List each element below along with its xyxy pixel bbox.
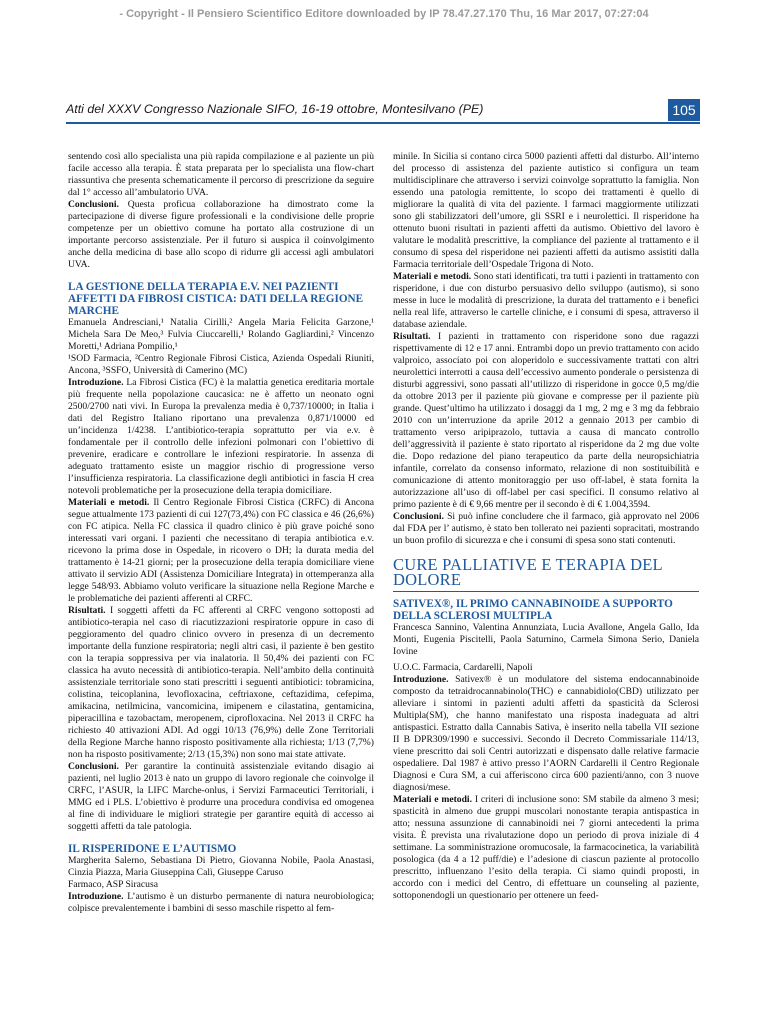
body-text: Questa proficua collaborazione ha dimostrato come la partecipazione di diverse figure professionali e la condivisione delle proprie competenze per un obiettivo comune ha portato alla costruzione di un importante percorso assistenziale. Per il futuro si auspica il coinvolgimento anche della medicina di base allo scopo di ridurre gli accessi agli ambulatori UVA. <box>68 199 374 270</box>
section-label: Conclusioni. <box>68 199 119 210</box>
paragraph <box>393 331 699 511</box>
abstract-title: LA GESTIONE DELLA TERAPIA E.V. NEI PAZIENTI AFFETTI DA FIBROSI CISTICA: DATI DELLA REGIONE MARCHE <box>68 281 364 317</box>
section-label: Materiali e metodi. <box>393 794 472 805</box>
body-text: I criteri di inclusione sono: SM stabile da almeno 3 mesi; spasticità in almeno due gruppi muscolari nonostante terapia antispastica in atto; nessuna assunzione di cannabinoidi nei 7 giorni antecedenti la prima visita. È prevista una rivalutazione dopo un periodo di prova iniziale di 4 settimane. La somministrazione oromucosale, la farmacocinetica, la variabilità posologica (da 4 a 12 puff/die) e l’adesione di ciascun paziente al protocollo prescritto, influenzano l’esito della terapia. Ci siamo quindi proposti, in accordo con i medici del Centro, di effettuare un counseling al paziente, sottoponendogli un questionario per ottenere un feed- <box>393 794 699 901</box>
affiliation: ¹SOD Farmacia, ²Centro Regionale Fibrosi Cistica, Azienda Ospedali Riuniti, Ancona, ³SSFO, Università di Camerino (MC) <box>68 353 374 376</box>
section-label: Risultati. <box>393 331 431 342</box>
body-text: Sono stati identificati, tra tutti i pazienti in trattamento con risperidone, i due con disturbo persuasivo dello sviluppo (autismo), si sono messe in luce le modalità di prescrizione, la durata del trattamento e i benefici nella real life, attraverso le cartelle cliniche, e i consumi di spesa, attraverso il database aziendale. <box>393 271 699 330</box>
authors: Emanuela Andresciani,¹ Natalia Cirilli,² Angela Maria Felicita Garzone,¹ Michela Sara De Meo,³ Fulvia Ciuccarelli,¹ Rolando Gagliardini,² Vincenzo Moretti,¹ Adriana Pompilio,¹ <box>68 317 374 352</box>
section-label: Introduzione. <box>68 377 124 388</box>
section-label: Risultati. <box>68 605 106 616</box>
section-label: Introduzione. <box>68 891 124 902</box>
section-label: Introduzione. <box>393 674 449 685</box>
paragraph <box>68 605 374 761</box>
section-label: Conclusioni. <box>393 511 444 522</box>
paragraph <box>393 151 699 271</box>
body-text: Per garantire la continuità assistenziale evitando disagio ai pazienti, nel luglio 2013 è nato un gruppo di lavoro regionale che coinvolge il CRFC, l’ASUR, la LIFC Marche-onlus, i Servizi Farmaceutici Territoriali, i MMG ed i PLS. L’obiettivo è produrre una procedura condivisa ed omogenea al fine di individuare le migliori strategie per garantire equità di accesso ai soggetti affetti da tale patologia. <box>68 761 374 832</box>
body-text: I soggetti affetti da FC afferenti al CRFC vengono sottoposti ad antibiotico-terapia nel caso di riacutizzazioni respiratorie oppure in caso di peggioramento del quadro clinico ovvero in presenza di un decremento importante della funzione respiratoria; negli altri casi, il paziente è ben gestito con la terapia soppressiva per via inalatoria. Il 50,4% dei pazienti con FC classica ha avuto necessità di antibiotico-terapia. Nell’ambito della continuità assistenziale territoriale sono stati prescritti i seguenti antibiotici: tobramicina, colistina, teicoplanina, levofloxacina, ceftriaxone, ceftazidima, cefepima, amikacina, netilmicina, vancomicina, imipenem e cilastatina, gentamicina, piperacillina e tazobactam, meropenem, ciprofloxacina. Nel 2013 il CRFC ha richiesto 40 attivazioni ADI. Ad oggi 10/13 (76,9%) delle Zone Territoriali della Regione Marche hanno risposto positivamente alla richiesta; 1/13 (7,7%) non ha risposto positivamente; 2/13 (15,3%) non sono mai state attivate. <box>68 605 374 760</box>
abstract-title: IL RISPERIDONE E L’AUTISMO <box>68 843 237 855</box>
section-label: Materiali e metodi. <box>393 271 472 282</box>
left-column <box>68 151 374 915</box>
running-header <box>66 100 700 124</box>
affiliation: Farmaco, ASP Siracusa <box>68 879 158 890</box>
section-label: Conclusioni. <box>68 761 119 772</box>
running-title: Atti del XXXV Congresso Nazionale SIFO, 16-19 ottobre, Montesilvano (PE) <box>66 102 484 116</box>
category-heading: CURE PALLIATIVE E TERAPIA DEL DOLORE <box>393 555 663 589</box>
paragraph <box>68 761 374 833</box>
body-text: Si può infine concludere che il farmaco, già approvato nel 2006 dal FDA per l’ autismo, è stato ben tollerato nei pazienti sopracitati, mostrando un buon profilo di sicurezza e che i consumi di spesa sono stati contenuti. <box>393 511 699 546</box>
paragraph <box>393 674 699 794</box>
copyright-notice: - Copyright - Il Pensiero Scientifico Editore downloaded by IP 78.47.27.170 Thu, 16 Mar 2017, 07:27:04 <box>119 8 649 20</box>
right-column <box>393 151 699 902</box>
body-text: Sativex® è un modulatore del sistema endocannabinoide composto da tetraidrocannabinolo(THC) e cannabidiolo(CBD) utilizzato per alleviare i sintomi in pazienti adulti affetti da spasticità da Sclerosi Multipla(SM), che hanno manifestato una risposta inadeguata ad altri antispastici. Estratto dalla Cannabis Sativa, è inserito nella tabella VII sezione II B DPR309/1990 e successivi. Secondo il Decreto Commissariale 114/13, viene prescritto dai soli Centri autorizzati e dispensato dalle relative farmacie ospedaliere. Dal 1987 è attivo presso l’AORN Cardarelli il Centro Regionale Diagnosi e Cura SM, a cui afferiscono circa 600 pazienti/anno, con 3 nuove diagnosi/mese. <box>393 674 699 793</box>
body-text: sentendo così allo specialista una più rapida compilazione e al paziente un più facile accesso alla terapia. È stata preparata per lo specialista una flow-chart riassuntiva che presenta schematicamente il percorso di prescrizione da seguire dal 1° accesso all’ambulatorio UVA. <box>68 151 374 198</box>
paragraph <box>68 497 374 605</box>
paragraph <box>393 794 699 902</box>
paragraph <box>68 891 374 915</box>
paragraph <box>393 271 699 331</box>
body-text: Il Centro Regionale Fibrosi Cistica (CRFC) di Ancona segue attualmente 173 pazienti di cui 127(73,4%) con FC classica e 46 (26,6%) con FC atipica. Nella FC classica il quadro clinico è più grave poiché sono interessati vari organi. I pazienti che necessitano di terapia antibiotica e.v. ricevono la prima dose in Ospedale, in ricovero o DH; la durata media del trattamento è 14-21 giorni; per la prosecuzione della terapia domiciliare viene attivato il servizio ADI (Assistenza Domiciliare Integrata) in ottemperanza alla legge 548/93. Abbiamo voluto verificare la situazione nella Regione Marche e le problematiche dei pazienti afferenti al CRFC. <box>68 497 374 604</box>
body-text: minile. In Sicilia si contano circa 5000 pazienti affetti dal disturbo. All’interno del processo di assistenza del paziente autistico si configura un team multidisciplinare che attraverso i servizi coinvolge soprattutto la famiglia. Non essendo una patologia remittente, lo scopo dei trattamenti è quello di migliorare la qualità di vita del paziente. I farmaci maggiormente utilizzati sono gli stabilizzatori dell’umore, gli SSRI e i neurolettici. Il risperidone ha ottenuto buoni risultati in pazienti affetti da autismo. Obiettivo del lavoro è valutare le modalità prescrittive, la compliance del paziente al trattamento e il consumo di spesa del risperidone nei pazienti affetti da autismo assistiti dalla Farmacia territoriale dell’Ospedale Trigona di Noto. <box>393 151 699 270</box>
category-rule <box>393 591 699 592</box>
paragraph <box>68 151 374 199</box>
body-text: La Fibrosi Cistica (FC) è la malattia genetica ereditaria mortale più frequente nella popolazione caucasica: ne è affetto un neonato ogni 2500/2700 nati vivi. In Europa la prevalenza media è 0,737/10000; in Italia i dati del Registro Italiano riportano una prevalenza 0,871/10000 ed un’incidenza 1/4238. L’antibiotico-terapia soprattutto per via e.v. è fondamentale per il controllo delle infezioni polmonari con l’obiettivo di prevenire, eradicare e controllare le infezioni respiratorie. In assenza di adeguato trattamento esiste un maggior rischio di progressione verso l’insufficienza respiratoria. La classificazione degli antibiotici in fascia H crea notevoli problematiche per la prosecuzione della terapia domiciliare. <box>68 377 374 496</box>
affiliation: U.O.C. Farmacia, Cardarelli, Napoli <box>393 662 533 673</box>
body-text: L’autismo è un disturbo permanente di natura neurobiologica; colpisce prevalentemente i bambini di sesso maschile rispetto al fem- <box>68 891 374 914</box>
body-text: I pazienti in trattamento con risperidone sono due ragazzi rispettivamente di 12 e 17 anni. Entrambi dopo un previo trattamento con acido valproico, associato poi con aloperidolo e successivamente trattati con altri neurolettici interrotti a causa dell’eccessivo aumento ponderale o persistenza di disturbi aggressivi, sono passati all’utilizzo di risperidone in gocce 0,5 mg/die da ottobre 2013 per il paziente più giovane e compresse per il paziente più grande. Quest’ultimo ha utilizzato i dosaggi da 1 mg, 2 mg e 3 mg da febbraio 2010 con un’interruzione da aprile 2012 a gennaio 2013 per cambio di trattamento verso aripiprazolo, tuttavia a causa di mancato controllo dell’aggressività il paziente è stato riportato al risperidone da 2 mg due volte die. Dopo redazione del piano terapeutico da parte della neuropsichiatria infantile, correlato da consenso informato, relazione di non sostituibilità e comunicazione di attento monitoraggio per uso off-label, è stata fornita la autorizzazione all’uso di off-label per casi specifici. Il consumo relativo al primo paziente è di € 9,66 mentre per il secondo è di € 1.004,3594. <box>393 331 699 510</box>
abstract-title: SATIVEX®, IL PRIMO CANNABINOIDE A SUPPORTO DELLA SCLEROSI MULTIPLA <box>393 598 673 622</box>
authors: Margherita Salerno, Sebastiana Di Pietro, Giovanna Nobile, Paola Anastasi, Cinzia Piazza, Maria Giuseppina Calì, Giuseppe Caruso <box>68 855 374 878</box>
section-label: Materiali e metodi. <box>68 497 150 508</box>
paragraph <box>68 199 374 271</box>
page-number: 105 <box>668 99 700 121</box>
paragraph <box>68 377 374 497</box>
authors: Francesca Sannino, Valentina Annunziata, Lucia Avallone, Angela Gallo, Ida Monti, Eugenia Piscitelli, Paola Saturnino, Carmela Simona Serio, Daniela Iovine <box>393 622 699 657</box>
paragraph <box>393 511 699 547</box>
